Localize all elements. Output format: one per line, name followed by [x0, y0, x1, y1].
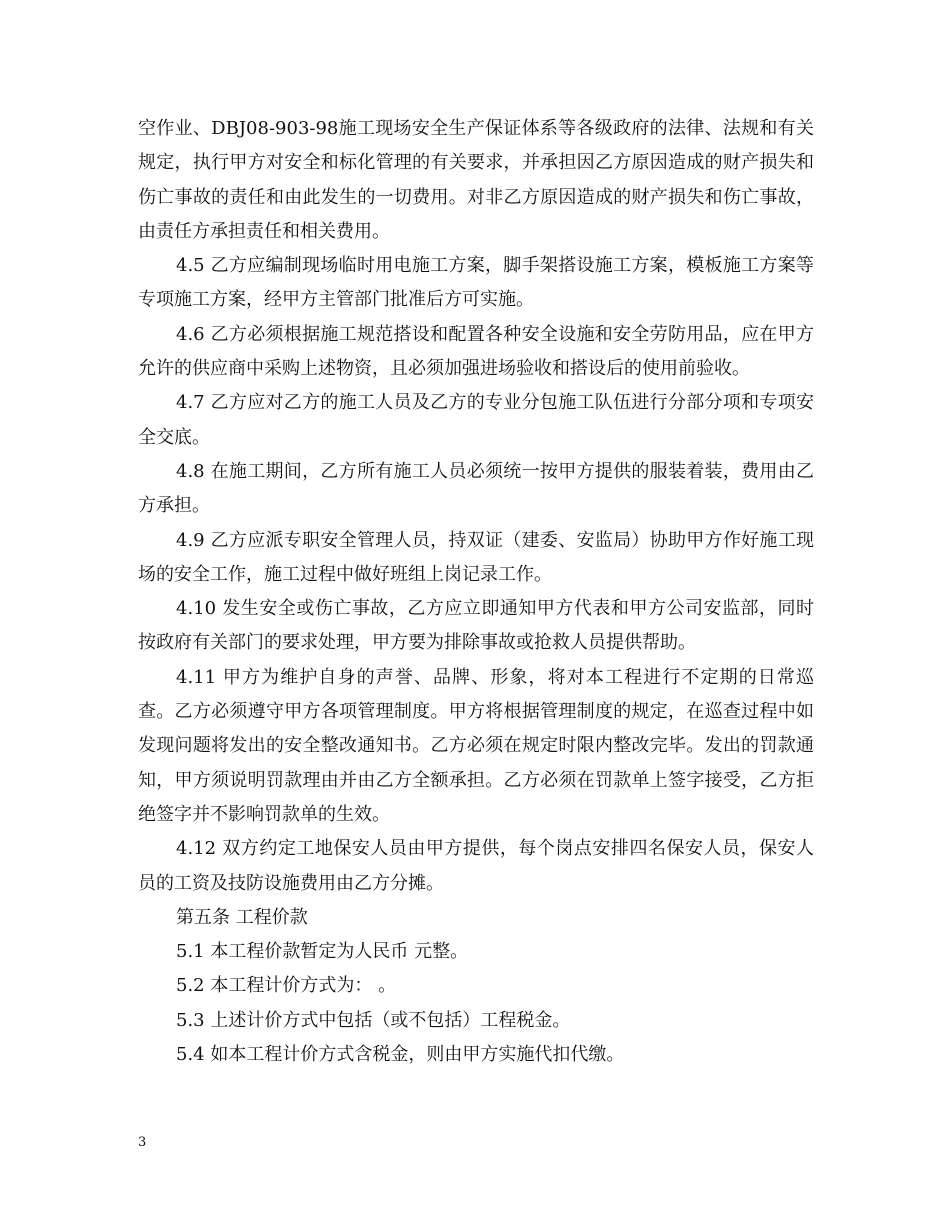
clause-5-3: 5.3 上述计价方式中包括（或不包括）工程税金。	[176, 1009, 571, 1031]
clause-4-10: 4.10 发生安全或伤亡事故，乙方应立即通知甲方代表和甲方公司安监部，同时按政府有关部门的要求处理，甲方要为排除事故或抢救人员提供帮助。	[138, 598, 814, 654]
clause-4-8: 4.8 在施工期间，乙方所有施工人员必须统一按甲方提供的服装着装，费用由乙方承担。	[138, 460, 814, 517]
paragraph-continuation: 空作业、DBJ08-903-98施工现场安全生产保证体系等各级政府的法律、法规和有关规定，执行甲方对安全和标化管理的有关要求，并承担因乙方原因造成的财产损失和伤亡事故的责任和由此发生的一切费用。对非乙方原因造成的财产损失和伤亡事故，由责任方承担责任和相关费用。	[138, 118, 814, 242]
clause-5-2: 5.2 本工程计价方式为： 。	[176, 975, 397, 997]
document-body	[138, 112, 814, 1072]
clause-4-5: 4.5 乙方应编制现场临时用电施工方案，脚手架搭设施工方案，模板施工方案等专项施工方案，经甲方主管部门批准后方可实施。	[138, 255, 814, 311]
clause-4-6: 4.6 乙方必须根据施工规范搭设和配置各种安全设施和安全劳防用品，应在甲方允许的供应商中采购上述物资，且必须加强进场验收和搭设后的使用前验收。	[138, 323, 814, 380]
clause-4-9: 4.9 乙方应派专职安全管理人员，持双证（建委、安监局）协助甲方作好施工现场的安全工作，施工过程中做好班组上岗记录工作。	[138, 529, 814, 585]
clause-5-1: 5.1 本工程价款暂定为人民币 元整。	[176, 941, 469, 963]
page-number: 3	[138, 1135, 147, 1150]
clause-4-12: 4.12 双方约定工地保安人员由甲方提供，每个岗点安排四名保安人员，保安人员的工资及技防设施费用由乙方分摊。	[138, 838, 814, 894]
clause-5-4: 5.4 如本工程计价方式含税金，则由甲方实施代扣代缴。	[176, 1044, 625, 1066]
clause-4-7: 4.7 乙方应对乙方的施工人员及乙方的专业分包施工队伍进行分部分项和专项安全交底。	[138, 392, 814, 448]
article-5-heading: 第五条 工程价款	[176, 906, 308, 928]
clause-4-11: 4.11 甲方为维护自身的声誉、品牌、形象，将对本工程进行不定期的日常巡查。乙方必须遵守甲方各项管理制度。甲方将根据管理制度的规定，在巡查过程中如发现问题将发出的安全整改通知书。乙方必须在规定时限内整改完毕。发出的罚款通知，甲方须说明罚款理由并由乙方全额承担。乙方必须在罚款单上签字接受，乙方拒绝签字并不影响罚款单的生效。	[138, 666, 814, 825]
